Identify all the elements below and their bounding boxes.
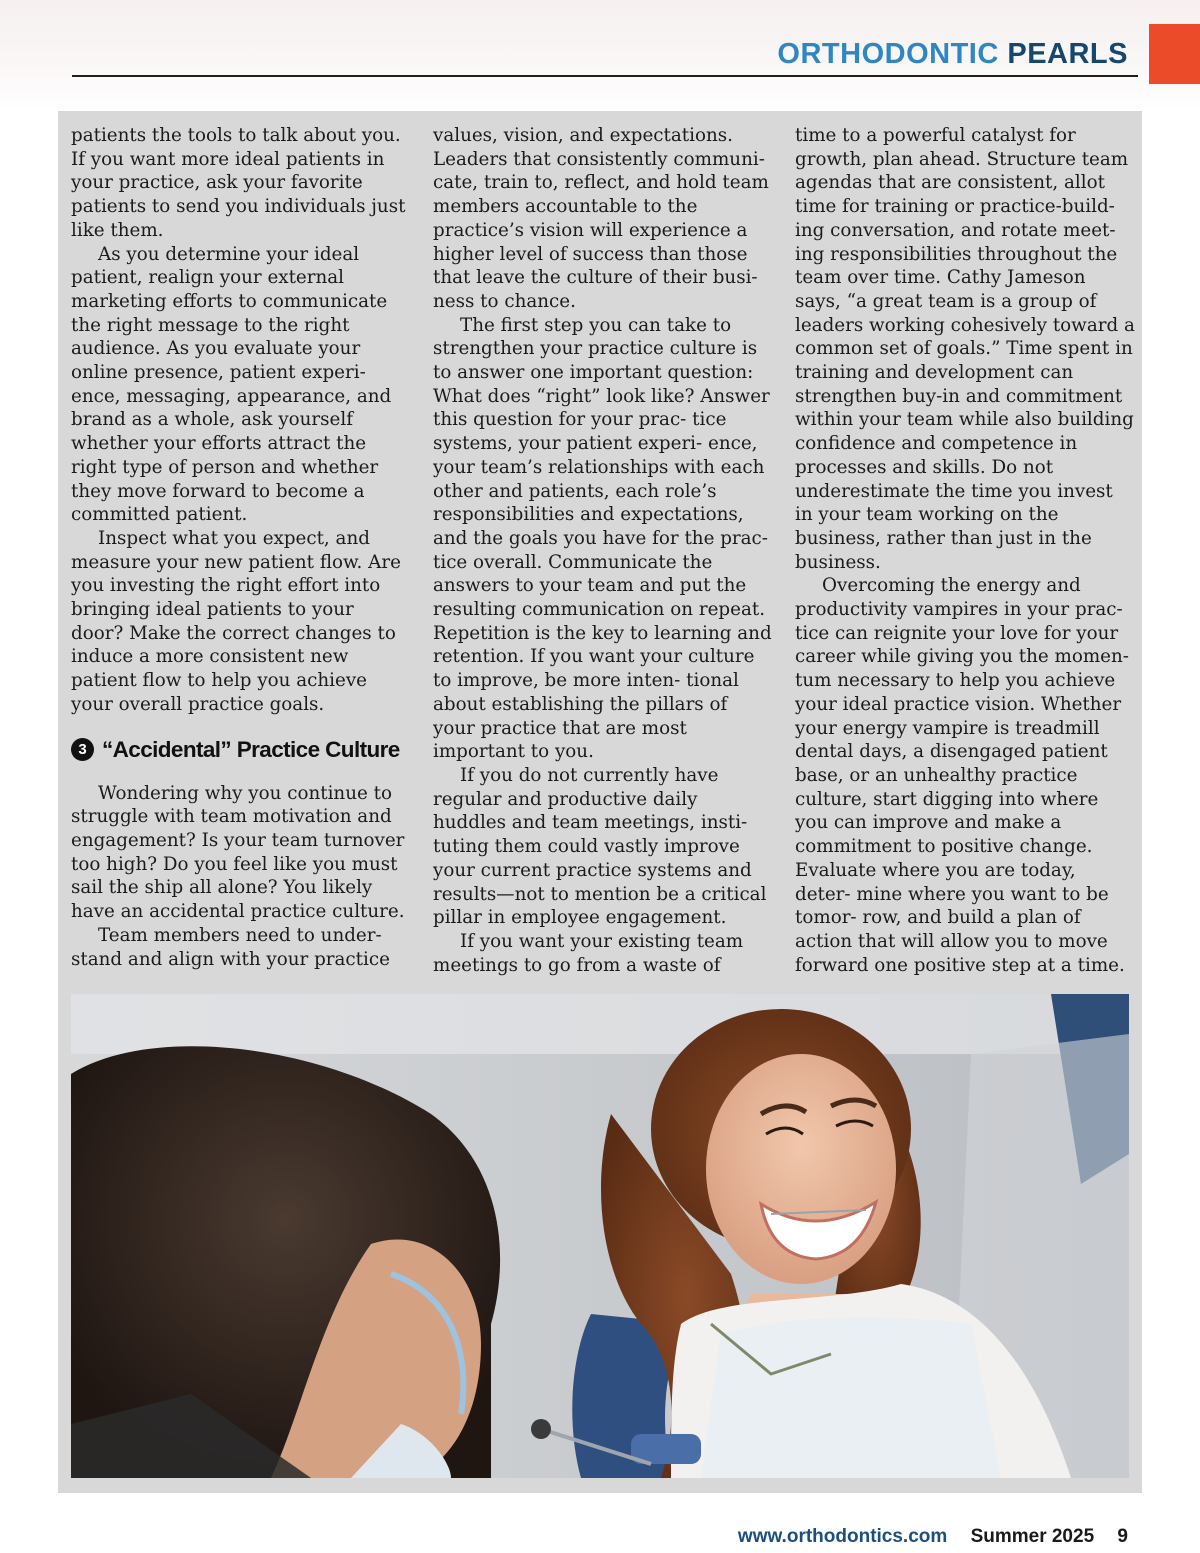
section-number-badge: 3 [71, 738, 94, 761]
article-paragraph: Team members need to under- stand and align with your practice [71, 924, 390, 970]
article-paragraph: Overcoming the energy and productivity vampires in your prac- tice can reignite your love for your career while giving you the momen- tum necessary to help you achieve your ideal practice vision. Whether your energy vampire is treadmill dental days, a disengaged patient base, or an unhealthy practice culture, start digging into where you can improve and make a commitment to positive change. Evaluate where you are today, deter- mine where you want to be tomor- row, and build a plan of action that will allow you to move forward one positive step at a time. [795, 575, 1129, 976]
article-column-3 [795, 124, 1135, 977]
article-paragraph: time to a powerful catalyst for growth, plan ahead. Structure team agendas that are consistent, allot time for training or practice-build- ing conversation, and rotate meet- ing responsibilities throughout the team over time. Cathy Jameson says, “a great team is a group of leaders working cohesively toward a common set of goals.” Time spent in training and development can strengthen buy-in and commitment within your team while also building confidence and competence in processes and skills. Do not underestimate the time you invest in your team working on the business, rather than just in the business. [795, 125, 1135, 573]
article-column-1 [71, 124, 411, 971]
footer-issue: Summer 2025 [970, 1526, 1095, 1547]
section-heading [71, 736, 411, 764]
article-paragraph: As you determine your ideal patient, realign your external marketing efforts to communicate the right message to the right audience. As you evaluate your online presence, patient experi- ence, messaging, appearance, and brand as a whole, ask yourself whether your efforts attract the right type of person and whether they move forward to become a committed patient. [71, 243, 392, 526]
article-photo [71, 994, 1129, 1478]
section-title [777, 38, 1128, 71]
section-heading-text: “Accidental” Practice Culture [102, 736, 400, 762]
dental-patient-illustration [71, 994, 1129, 1478]
header-divider [72, 75, 1138, 77]
article-paragraph: Inspect what you expect, and measure your new patient flow. Are you investing the right effort into bringing ideal patients to your door? Make the correct changes to induce a more consistent new patient flow to help you achieve your overall practice goals. [71, 527, 401, 715]
page-number: 9 [1117, 1526, 1128, 1547]
article-paragraph: If you do not currently have regular and productive daily huddles and team meetings, insti- tuting them could vastly improve your current practice systems and results—not to mention be a critical pillar in employee engagement. [433, 764, 767, 929]
section-color-tab [1149, 24, 1200, 84]
article-paragraph: values, vision, and expectations. Leaders that consistently communi- cate, train to, reflect, and hold team members accountable to the practice’s vision will experience a higher level of success than those that leave the culture of their busi- ness to chance. [433, 125, 769, 312]
page-footer [738, 1526, 1128, 1548]
footer-url: www.orthodontics.com [737, 1526, 948, 1547]
article-paragraph: If you want your existing team meetings to go from a waste of [433, 930, 744, 976]
article-paragraph: Wondering why you continue to struggle with team motivation and engagement? Is your team turnover too high? Do you feel like you must sail the ship all alone? You likely have an accidental practice culture. [71, 782, 405, 923]
article-paragraph: patients the tools to talk about you. If you want more ideal patients in your practice, ask your favorite patients to send you individuals just like them. [71, 125, 406, 241]
section-title-word2: PEARLS [1007, 38, 1128, 70]
article-paragraph: The first step you can take to strengthen your practice culture is to answer one important question: What does “right” look like? Answer this question for your prac- tice systems, your patient experi- ence, your team’s relationships with each other and patients, each role’s responsibilities and expectations, and the goals you have for the prac- tice overall. Communicate the answers to your team and put the resulting communication on repeat. Repetition is the key to learning and retention. If you want your culture to improve, be more inten- tional about establishing the pillars of your practice that are most important to you. [433, 314, 772, 763]
section-title-word1: ORTHODONTIC [777, 38, 999, 70]
article-column-2 [433, 124, 773, 977]
